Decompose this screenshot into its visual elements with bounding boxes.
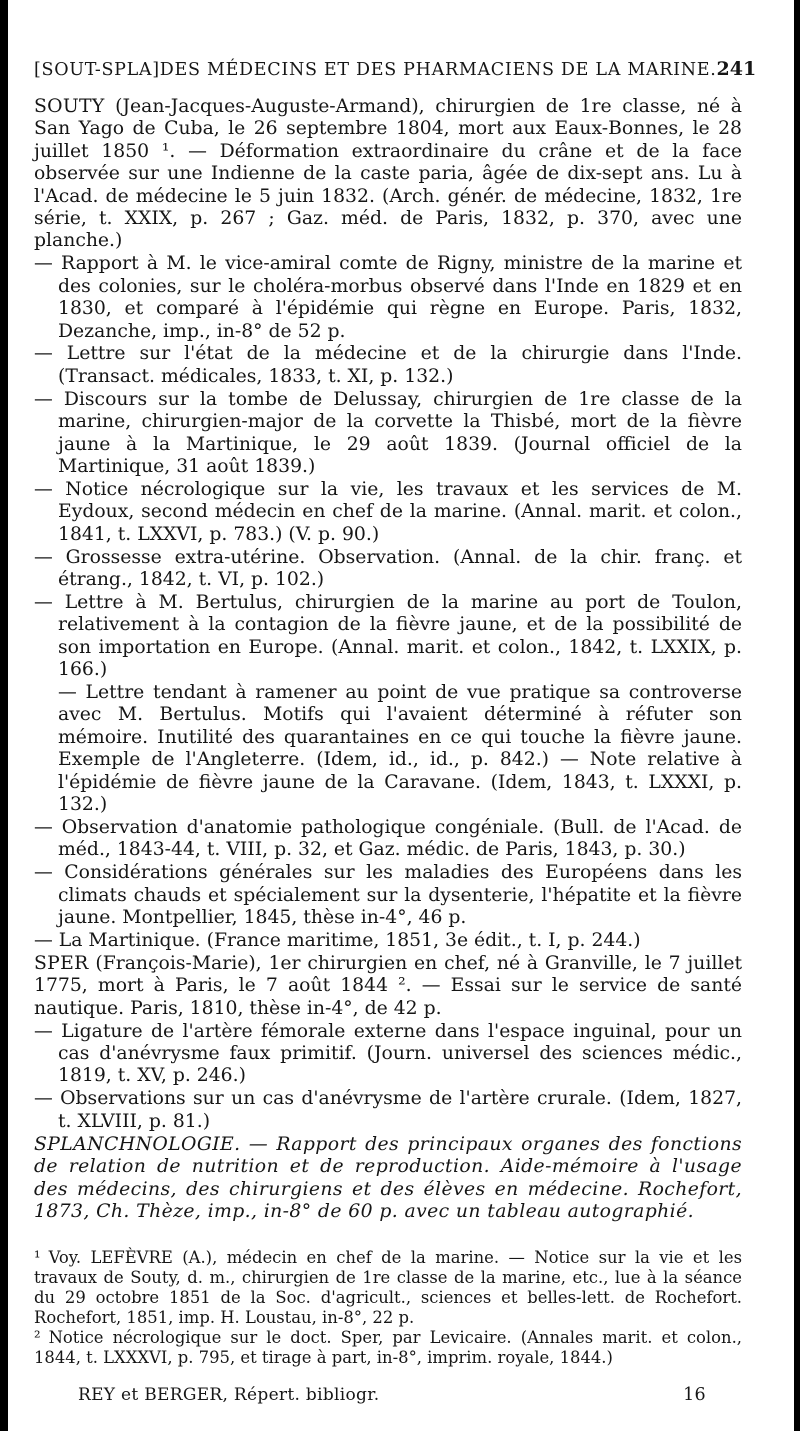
bibliography-item (34, 547, 742, 592)
author-entry (34, 96, 742, 253)
subject-entry (34, 1134, 742, 1224)
bibliography-item (34, 1088, 742, 1133)
bibliography-item (34, 1021, 742, 1088)
entry-text: — Observation d'anatomie pathologique congéniale. (Bull. de l'Acad. de méd., 1843-44, t. VIII, p. 32, et Gaz. médic. de Paris, 1843, p. 30.) (34, 817, 742, 861)
sheet-number: 16 (683, 1385, 706, 1405)
footnote-text: Voy. LEFÈVRE (A.), médecin en chef de la marine. — Notice sur la vie et les travaux de Souty, d. m., chirurgien de 1re classe de la marine, etc., lue à la séance du 29 octobre 1851 de la Soc. d'agricult., sciences et belles-lett. de Rochefort. Rochefort, 1851, imp. H. Loustau, in-8°, 22 p. (34, 1248, 742, 1327)
bibliography-item (34, 862, 742, 929)
running-header (34, 58, 757, 86)
entry-text: — Lettre tendant à ramener au point de vue pratique sa controverse avec M. Bertulus. Motifs qui l'avaient déterminé à réfuter son mémoire. Inutilité des quarantaines en ce qui touche la fièvre jaune. Exemple de l'Angleterre. (Idem, id., id., p. 842.) — Note relative à l'épidémie de fièvre jaune de la Caravane. (Idem, 1843, t. LXXXI, p. 132.) (58, 682, 742, 816)
entry-text: — La Martinique. (France maritime, 1851, 3e édit., t. I, p. 244.) (34, 930, 641, 952)
entry-text: — Lettre sur l'état de la médecine et de la chirurgie dans l'Inde. (Transact. médicales, 1833, t. XI, p. 132.) (34, 343, 742, 387)
entry-text: — Rapport des principaux organes des fonctions de relation de nutrition et de reproduction. Aide-mémoire à l'usage des médecins, des chirurgiens et des élèves en médecine. Rochefort, 1873, Ch. Thèze, imp., in-8° de 60 p. avec un tableau autographié. (34, 1133, 742, 1222)
scan-right-edge (794, 0, 800, 1431)
bibliography-body (34, 96, 742, 1224)
entry-text: — Lettre à M. Bertulus, chirurgien de la marine au port de Toulon, relativement à la contagion de la fièvre jaune, et de la possibilité de son importation en Europe. (Annal. marit. et colon., 1842, t. LXXIX, p. 166.) (34, 591, 742, 681)
footnote-mark: ² (34, 1328, 41, 1347)
bibliography-item (34, 817, 742, 862)
entry-text: (Jean-Jacques-Auguste-Armand), chirurgien de 1re classe, né à San Yago de Cuba, le 26 septembre 1804, mort aux Eaux-Bonnes, le 28 juillet 1850 ¹. — Déformation extraordinaire du crâne et de la face observée sur une Indienne de la caste paria, âgée de dix-sept ans. Lu à l'Acad. de médecine le 5 juin 1832. (Arch. génér. de médecine, 1832, 1re série, t. XXIX, p. 267 ; Gaz. méd. de Paris, 1832, p. 370, avec une planche.) (34, 96, 742, 252)
bibliography-item (34, 479, 742, 546)
entry-text: (François-Marie), 1er chirurgien en chef, né à Granville, le 7 juillet 1775, mort à Paris, le 7 août 1844 ². — Essai sur le service de santé nautique. Paris, 1810, thèse in-4°, de 42 p. (34, 952, 742, 1019)
page-number: 241 (716, 58, 757, 80)
bibliography-item (34, 343, 742, 388)
author-name: SPER (34, 952, 89, 974)
footer-signature: REY et BERGER, Répert. bibliogr. (78, 1385, 380, 1405)
subject-heading: SPLANCHNOLOGIE. (34, 1133, 241, 1155)
header-title: DES MÉDECINS ET DES PHARMACIENS DE LA MARINE. (159, 60, 717, 80)
footnote-text: Notice nécrologique sur le doct. Sper, par Levicaire. (Annales marit. et colon., 1844, t. LXXXVI, p. 795, et tirage à part, in-8°, imprim. royale, 1844.) (34, 1328, 742, 1367)
footnote (34, 1328, 742, 1368)
bibliography-item (34, 682, 742, 816)
entry-text: — Rapport à M. le vice-amiral comte de Rigny, ministre de la marine et des colonies, sur le choléra-morbus observé dans l'Inde en 1829 et en 1830, et comparé à l'épidémie qui règne en Europe. Paris, 1832, Dezanche, imp., in-8° de 52 p. (34, 253, 742, 342)
header-range: [SOUT-SPLA] (34, 60, 160, 80)
entry-text: — Ligature de l'artère fémorale externe dans l'espace inguinal, pour un cas d'anévrysme faux primitif. (Journ. universel des sciences médic., 1819, t. XV, p. 246.) (34, 1020, 742, 1087)
author-name: SOUTY (34, 96, 105, 117)
bibliography-item (34, 253, 742, 343)
footnote (34, 1248, 742, 1328)
entry-text: — Notice nécrologique sur la vie, les travaux et les services de M. Eydoux, second médecin en chef de la marine. (Annal. marit. et colon., 1841, t. LXXVI, p. 783.) (V. p. 90.) (34, 478, 742, 545)
footnotes (34, 1248, 742, 1368)
page-footer (78, 1385, 706, 1405)
footnote-mark: ¹ (34, 1248, 41, 1267)
scan-left-edge (0, 0, 8, 1431)
bibliography-item (34, 389, 742, 479)
entry-text: — Discours sur la tombe de Delussay, chirurgien de 1re classe de la marine, chirurgien-major de la corvette la Thisbé, mort de la fièvre jaune à la Martinique, le 29 août 1839. (Journal officiel de la Martinique, 31 août 1839.) (34, 388, 742, 477)
entry-text: — Considérations générales sur les maladies des Européens dans les climats chauds et spécialement sur la dysenterie, l'hépatite et la fièvre jaune. Montpellier, 1845, thèse in-4°, 46 p. (34, 862, 742, 929)
bibliography-item (34, 592, 742, 682)
bibliography-item (34, 930, 742, 952)
author-entry (34, 953, 742, 1020)
entry-text: — Grossesse extra-utérine. Observation. (Annal. de la chir. franç. et étrang., 1842, t. VI, p. 102.) (34, 546, 742, 591)
entry-text: — Observations sur un cas d'anévrysme de l'artère crurale. (Idem, 1827, t. XLVIII, p. 81.) (34, 1088, 742, 1132)
